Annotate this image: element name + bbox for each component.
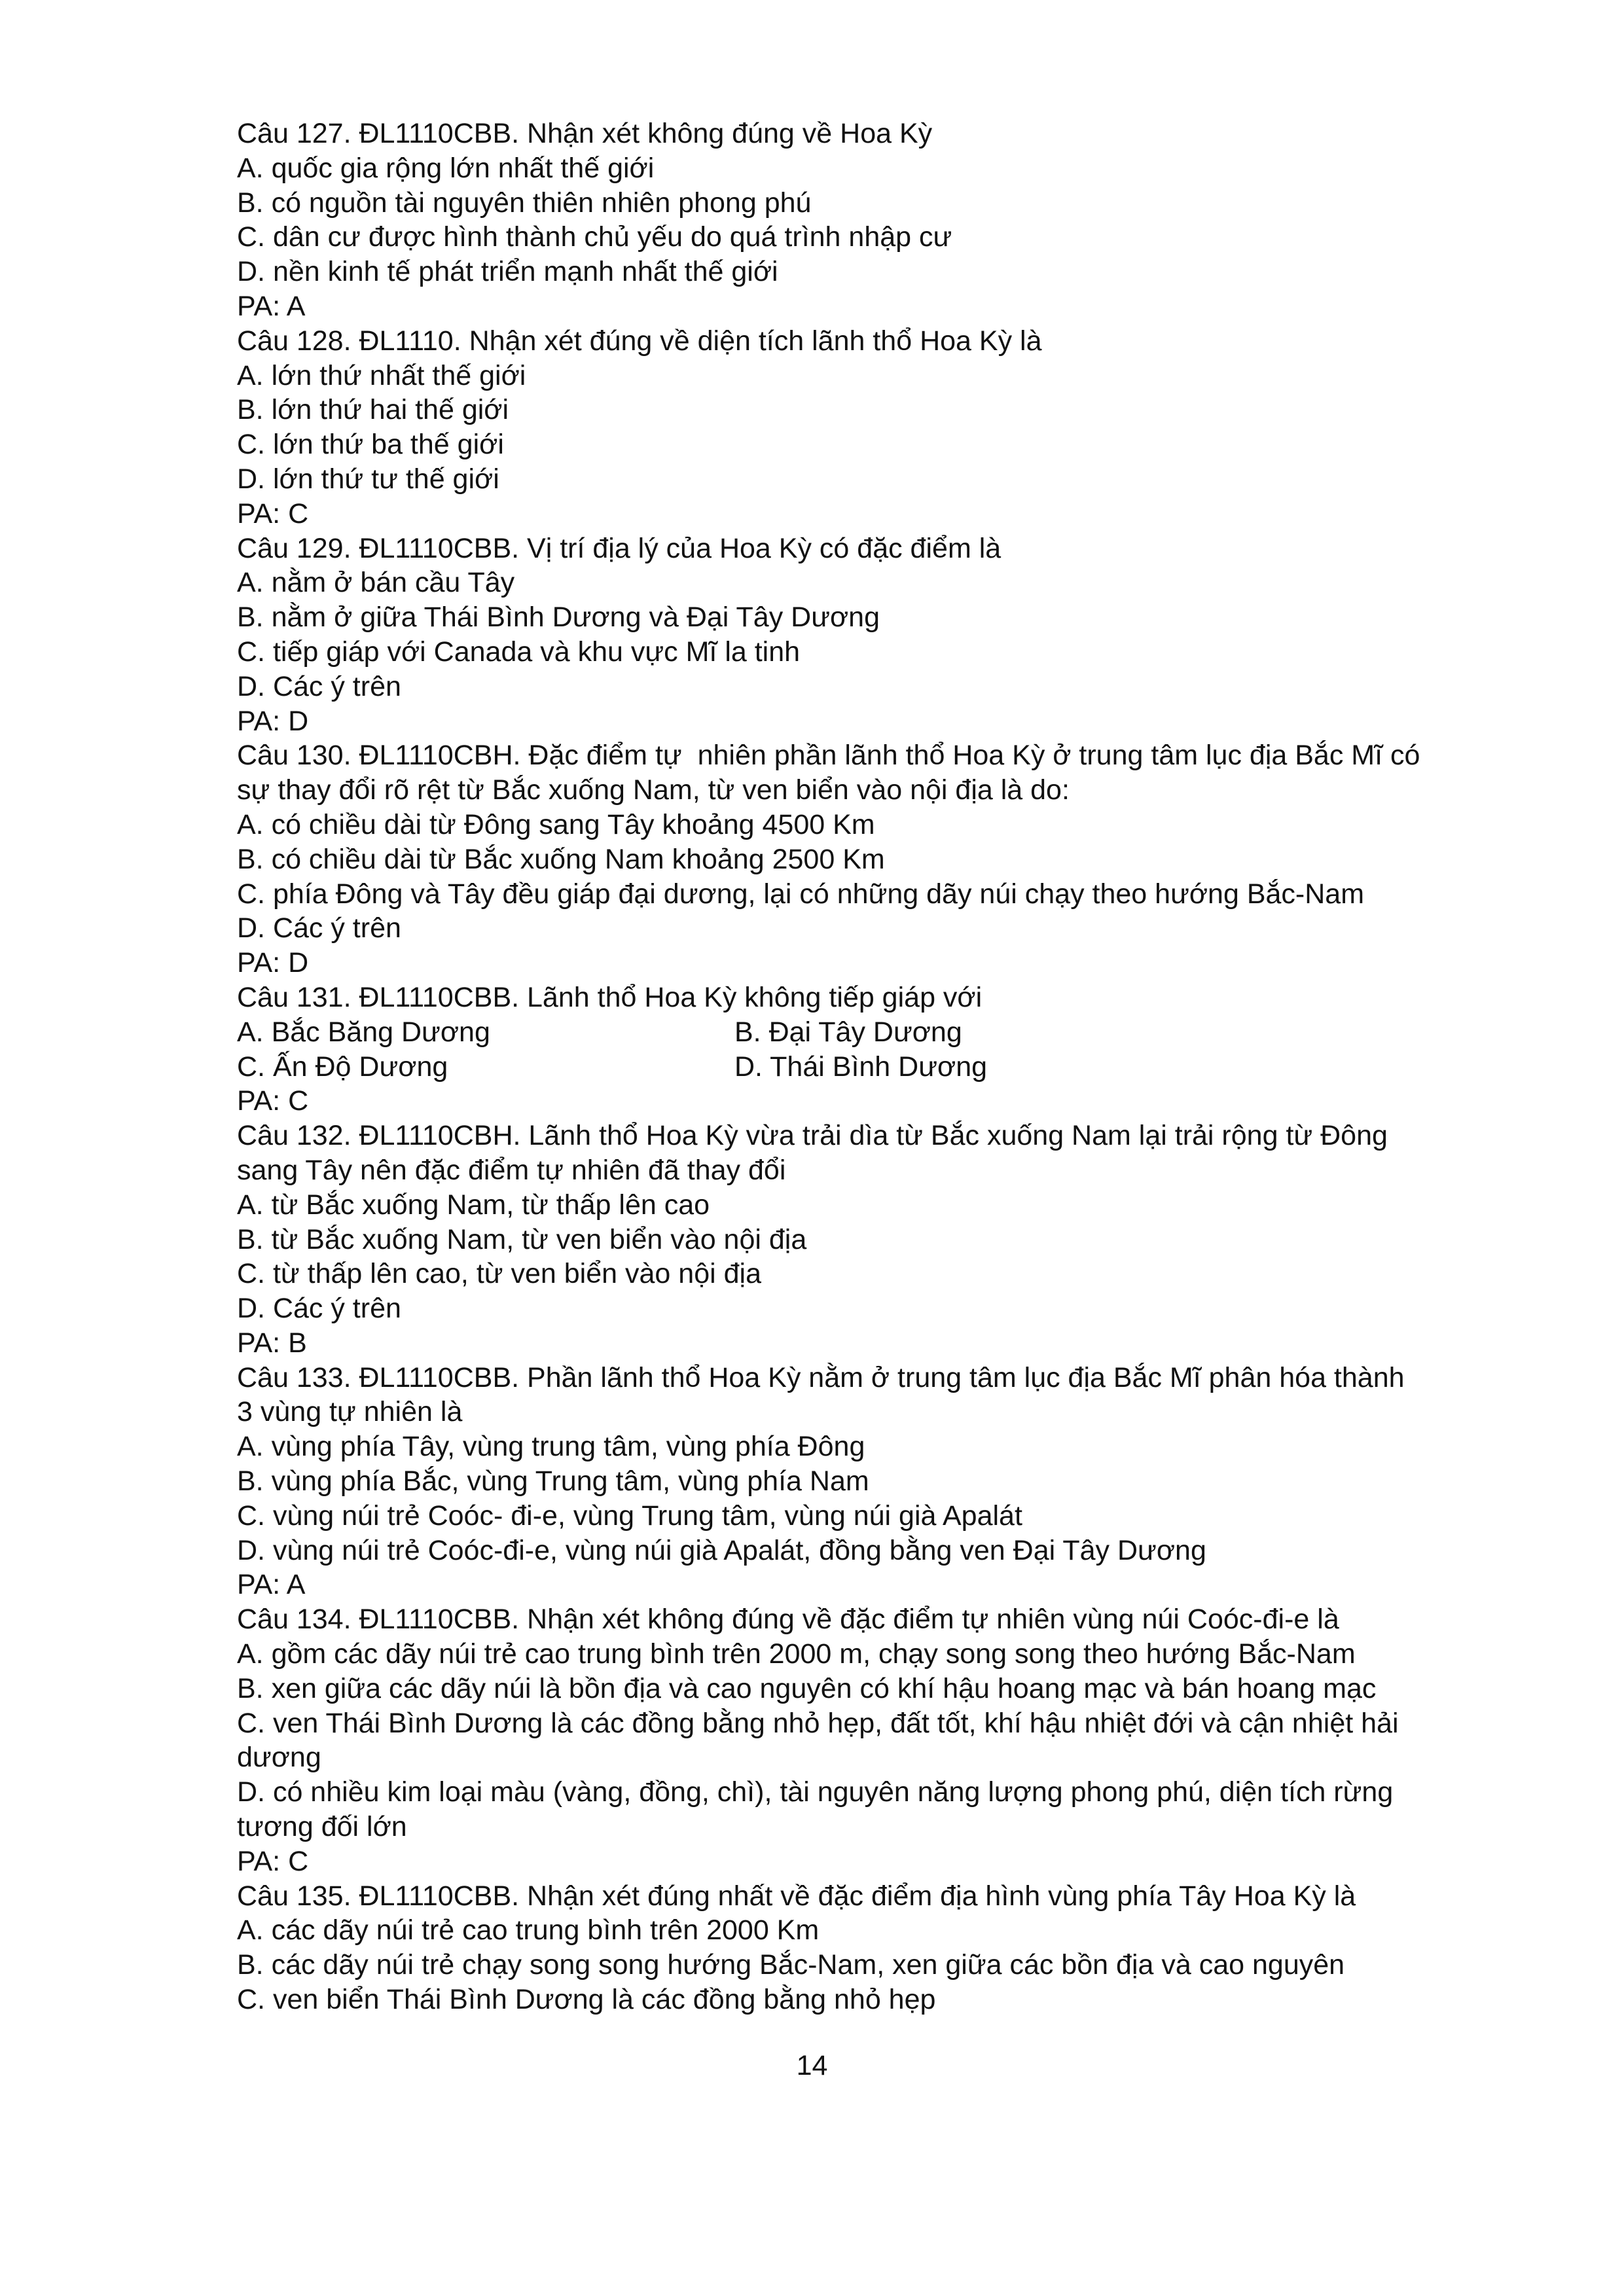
question-128-option-b: B. lớn thứ hai thế giới: [237, 394, 509, 426]
question-127: Câu 127. ĐL1110CBB. Nhận xét không đúng về Hoa Kỳ: [237, 118, 933, 149]
question-130-option-a: A. có chiều dài từ Đông sang Tây khoảng 4500 Km: [237, 808, 875, 840]
question-132-answer: PA: B: [237, 1327, 307, 1359]
question-134-option-a: A. gồm các dãy núi trẻ cao trung bình trên 2000 m, chạy song song theo hướng Bắc-Nam: [237, 1638, 1356, 1670]
question-131-option-b: B. Đại Tây Dương: [734, 1016, 962, 1048]
question-127-option-a: A. quốc gia rộng lớn nhất thế giới: [237, 152, 655, 184]
question-133-line-1: Câu 133. ĐL1110CBB. Phần lãnh thổ Hoa Kỳ nằm ở trung tâm lục địa Bắc Mĩ phân hóa thành: [237, 1361, 1405, 1393]
question-135-option-c: C. ven biển Thái Bình Dương là các đồng bằng nhỏ hẹp: [237, 1984, 936, 2016]
question-128-answer: PA: C: [237, 497, 309, 529]
page-number: 14: [796, 2050, 828, 2081]
question-133-line-2: 3 vùng tự nhiên là: [237, 1396, 463, 1428]
question-132-option-b: B. từ Bắc xuống Nam, từ ven biển vào nội địa: [237, 1223, 807, 1255]
question-129-answer: PA: D: [237, 705, 309, 737]
question-129-option-b: B. nằm ở giữa Thái Bình Dương và Đại Tây Dương: [237, 601, 880, 634]
question-127-option-d: D. nền kinh tế phát triển mạnh nhất thế giới: [237, 256, 778, 288]
question-132-option-a: A. từ Bắc xuống Nam, từ thấp lên cao: [237, 1189, 710, 1221]
question-131-answer: PA: C: [237, 1085, 309, 1117]
question-130-line-1: Câu 130. ĐL1110CBH. Đặc điểm tự nhiên phần lãnh thổ Hoa Kỳ ở trung tâm lục địa Bắc Mĩ có: [237, 740, 1420, 772]
question-131-option-c: C. Ấn Độ Dương: [237, 1050, 448, 1083]
question-130-answer: PA: D: [237, 947, 309, 979]
question-133-option-c: C. vùng núi trẻ Coóc- đi-e, vùng Trung tâm, vùng núi già Apalát: [237, 1499, 1022, 1532]
question-135-option-a: A. các dãy núi trẻ cao trung bình trên 2000 Km: [237, 1914, 820, 1946]
question-133-answer: PA: A: [237, 1569, 306, 1601]
question-130-line-2: sự thay đổi rõ rệt từ Bắc xuống Nam, từ ven biển vào nội địa là do:: [237, 774, 1070, 806]
question-130-option-d: D. Các ý trên: [237, 912, 401, 944]
question-134-option-d-line-2: tương đối lớn: [237, 1811, 407, 1843]
page-content: [237, 117, 1520, 2017]
question-133-option-d: D. vùng núi trẻ Coóc-đi-e, vùng núi già Apalát, đồng bằng ven Đại Tây Dương: [237, 1534, 1206, 1566]
question-127-option-c: C. dân cư được hình thành chủ yếu do quá trình nhập cư: [237, 221, 952, 253]
question-129-option-a: A. nằm ở bán cầu Tây: [237, 567, 515, 599]
question-128-option-c: C. lớn thứ ba thế giới: [237, 429, 504, 461]
question-131: Câu 131. ĐL1110CBB. Lãnh thổ Hoa Kỳ không tiếp giáp với: [237, 981, 983, 1013]
question-135: Câu 135. ĐL1110CBB. Nhận xét đúng nhất về đặc điểm địa hình vùng phía Tây Hoa Kỳ là: [237, 1880, 1356, 1912]
question-127-answer: PA: A: [237, 290, 306, 322]
question-134-option-c-line-2: dương: [237, 1742, 321, 1774]
question-134-option-d-line-1: D. có nhiều kim loại màu (vàng, đồng, chì), tài nguyên năng lượng phong phú, diện tích rừng: [237, 1776, 1394, 1808]
question-129-option-d: D. Các ý trên: [237, 670, 401, 702]
question-128-option-d: D. lớn thứ tư thế giới: [237, 463, 499, 495]
question-127-option-b: B. có nguồn tài nguyên thiên nhiên phong phú: [237, 187, 812, 219]
question-133-option-b: B. vùng phía Bắc, vùng Trung tâm, vùng phía Nam: [237, 1465, 869, 1498]
question-132-line-2: sang Tây nên đặc điểm tự nhiên đã thay đổi: [237, 1154, 786, 1186]
question-130-option-c: C. phía Đông và Tây đều giáp đại dương, lại có những dãy núi chạy theo hướng Bắc-Nam: [237, 878, 1365, 910]
question-131-options-row-1: [237, 1015, 1520, 1050]
question-134-option-c-line-1: C. ven Thái Bình Dương là các đồng bằng nhỏ hẹp, đất tốt, khí hậu nhiệt đới và cận nhiệt hải: [237, 1707, 1399, 1739]
question-132-option-c: C. từ thấp lên cao, từ ven biển vào nội địa: [237, 1258, 762, 1290]
question-132-line-1: Câu 132. ĐL1110CBH. Lãnh thổ Hoa Kỳ vừa trải dìa từ Bắc xuống Nam lại trải rộng từ Đông: [237, 1120, 1388, 1152]
question-128: Câu 128. ĐL1110. Nhận xét đúng về diện tích lãnh thổ Hoa Kỳ là: [237, 325, 1042, 357]
question-131-options-row-2: [237, 1050, 1520, 1085]
question-128-option-a: A. lớn thứ nhất thế giới: [237, 359, 526, 391]
question-130-option-b: B. có chiều dài từ Bắc xuống Nam khoảng 2500 Km: [237, 843, 885, 875]
question-132-option-d: D. Các ý trên: [237, 1293, 401, 1325]
question-131-option-d: D. Thái Bình Dương: [734, 1050, 988, 1083]
question-135-option-b: B. các dãy núi trẻ chạy song song hướng Bắc-Nam, xen giữa các bồn địa và cao nguyên: [237, 1949, 1345, 1981]
question-129-option-c: C. tiếp giáp với Canada và khu vực Mĩ la tinh: [237, 636, 801, 668]
question-134-option-b: B. xen giữa các dãy núi là bồn địa và cao nguyên có khí hậu hoang mạc và bán hoang mạc: [237, 1672, 1377, 1704]
question-129: Câu 129. ĐL1110CBB. Vị trí địa lý của Hoa Kỳ có đặc điểm là: [237, 532, 1001, 564]
question-134-answer: PA: C: [237, 1845, 309, 1877]
question-131-option-a: A. Bắc Băng Dương: [237, 1016, 490, 1048]
question-133-option-a: A. vùng phía Tây, vùng trung tâm, vùng phía Đông: [237, 1431, 865, 1463]
question-134: Câu 134. ĐL1110CBB. Nhận xét không đúng về đặc điểm tự nhiên vùng núi Coóc-đi-e là: [237, 1604, 1339, 1636]
